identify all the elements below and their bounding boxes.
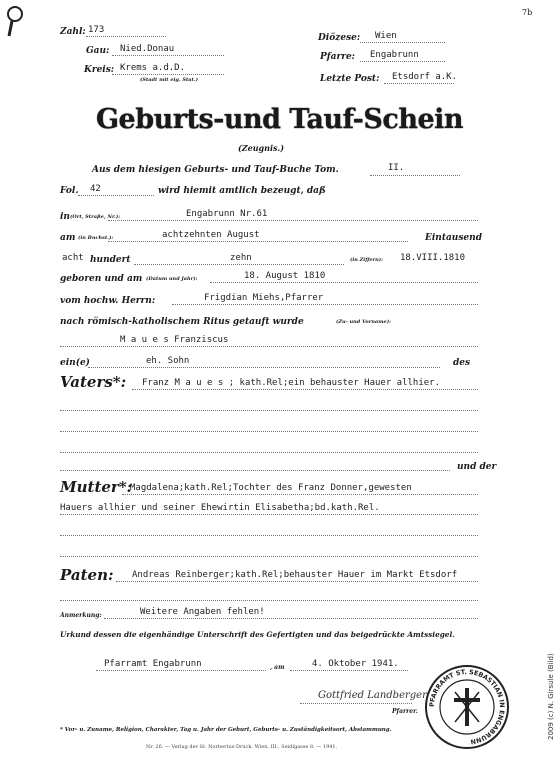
am2-label: , am (270, 664, 285, 671)
hundert-label: hundert (90, 255, 131, 265)
vaters-value: Franz M a u e s ; kath.Rel;ein behauster Hauer allhier. (142, 378, 441, 388)
geboren-value: 18. August 1810 (244, 271, 326, 281)
eintausend-label: Eintausend (425, 233, 482, 243)
mutter-line-1 (122, 494, 478, 495)
ziffern-note: (in Ziffern): (350, 257, 383, 263)
vaters-line-4 (60, 452, 478, 453)
gau-value: Nied.Donau (120, 44, 175, 54)
seal-text: PFARRAMT ST. SEBASTIAN IN ENGABRUNN (427, 667, 507, 746)
anmerkung-label: Anmerkung: (60, 612, 102, 619)
zehn-value: zehn (230, 253, 252, 263)
paten-line-1 (116, 581, 478, 582)
fol-label: Fol. (60, 186, 79, 196)
tom-line (370, 175, 460, 176)
hundert-prefix: acht (62, 253, 84, 263)
und-der-label: und der (457, 462, 497, 472)
tom-value: II. (388, 163, 405, 173)
vaters-line-2 (60, 410, 478, 411)
document-title: Geburts-und Tauf-Schein (96, 104, 464, 135)
geboren-label: geboren und am (60, 274, 143, 284)
vom-value: Frigdian Miehs,Pfarrer (204, 293, 324, 303)
ein-value: eh. Sohn (146, 356, 190, 366)
geboren-line (210, 282, 478, 283)
printer-line: Nr. 26. — Verlag der St. Norbertus-Druck. Wien, III., Seidlgasse 8. — 1941. (146, 744, 338, 750)
zahl-label: Zahl: (60, 27, 86, 37)
in-value: Engabrunn Nr.61 (186, 209, 268, 219)
fol-line (78, 195, 154, 196)
parish-seal (424, 664, 510, 750)
mutter-line-4 (60, 556, 478, 557)
anmerkung-line (104, 618, 478, 619)
in-line (108, 220, 478, 221)
corner-number: 7b (522, 8, 533, 17)
ritus-label: nach römisch-katholischem Ritus getauft wurde (60, 317, 304, 327)
signature-line (300, 703, 412, 704)
dioezese-label: Diözese: (318, 33, 361, 43)
zahl-line (86, 36, 166, 37)
fol-value: 42 (90, 184, 101, 194)
pfarre-value: Engabrunn (370, 50, 419, 60)
paten-label: Paten: (60, 566, 114, 584)
am-note: (in Buchst.): (78, 235, 114, 241)
pfarrer-label: Pfarrer. (392, 708, 418, 715)
ritus-note: (Zu- und Vorname): (336, 319, 391, 325)
am-line (108, 241, 408, 242)
kreis-value: Krems a.d.D. (120, 63, 186, 73)
post-label: Letzte Post: (320, 74, 380, 84)
mutter-value-2: Hauers allhier und seiner Ehewirtin Elisabetha;bd.kath.Rel. (60, 503, 380, 513)
place-line (96, 670, 266, 671)
dioezese-line (360, 42, 445, 43)
in-label: in (60, 212, 70, 222)
paten-line-2 (60, 600, 478, 601)
zahl-value: 173 (88, 25, 105, 35)
gau-label: Gau: (86, 46, 110, 56)
vaters-line-5 (60, 470, 450, 471)
magnifier-icon[interactable] (4, 4, 26, 38)
document-subtitle: (Zeugnis.) (238, 143, 285, 153)
post-value: Etsdorf a.K. (392, 72, 458, 82)
copyright-side-text: 2009 (c) N. Girsule (Bild) (547, 653, 555, 740)
aus-label: Aus dem hiesigen Geburts- und Tauf-Buche Tom. (92, 165, 339, 175)
kreis-note: (Stadt mit eig. Stat.) (140, 77, 198, 83)
footnote: * Vor- u. Zuname, Religion, Charakter, Tag u. Jahr der Geburt, Geburts- u. Zuständigkeitsort, Abstammung. (60, 727, 392, 733)
am-label: am (60, 233, 76, 243)
mutter-value-1: Magdalena;kath.Rel;Tochter des Franz Donner,gewesten (130, 483, 412, 493)
vaters-line-3 (60, 431, 478, 432)
name-value: M a u e s Franziscus (120, 335, 229, 345)
kreis-line (112, 74, 224, 75)
ein-line (88, 367, 440, 368)
bezeugt-label: wird hiemit amtlich bezeugt, daß (158, 186, 326, 196)
geboren-note: (Datum und Jahr): (146, 276, 198, 282)
name-line (60, 346, 478, 347)
date-value: 4. Oktober 1941. (312, 659, 399, 669)
am-value: achtzehnten August (162, 230, 260, 240)
vom-label: vom hochw. Herrn: (60, 296, 156, 306)
ziffern-value: 18.VIII.1810 (400, 253, 466, 263)
date-line (290, 670, 408, 671)
gau-line (112, 55, 224, 56)
mutter-line-3 (60, 535, 478, 536)
in-note: (Ort, Straße, Nr.): (70, 214, 121, 220)
pfarre-label: Pfarre: (320, 52, 356, 62)
urkund-text: Urkund dessen die eigenhändige Unterschrift des Gefertigten und das beigedrückte Amtssiegel. (60, 630, 455, 639)
pfarre-line (360, 61, 445, 62)
kreis-label: Kreis: (84, 65, 115, 75)
place-value: Pfarramt Engabrunn (104, 659, 202, 669)
vom-line (172, 304, 478, 305)
signature: Gottfried Landberger (318, 690, 427, 701)
paten-value: Andreas Reinberger;kath.Rel;behauster Hauer im Markt Etsdorf (132, 570, 458, 580)
vaters-label: Vaters*: (60, 373, 127, 391)
mutter-line-2 (60, 514, 478, 515)
ein-label: ein(e) (60, 358, 90, 368)
post-line (384, 83, 454, 84)
des-label: des (453, 358, 471, 368)
anmerkung-value: Weitere Angaben fehlen! (140, 607, 265, 617)
zehn-line (134, 264, 344, 265)
mutter-label: Mutter*: (60, 478, 133, 496)
vaters-line-1 (132, 389, 478, 390)
dioezese-value: Wien (375, 31, 397, 41)
